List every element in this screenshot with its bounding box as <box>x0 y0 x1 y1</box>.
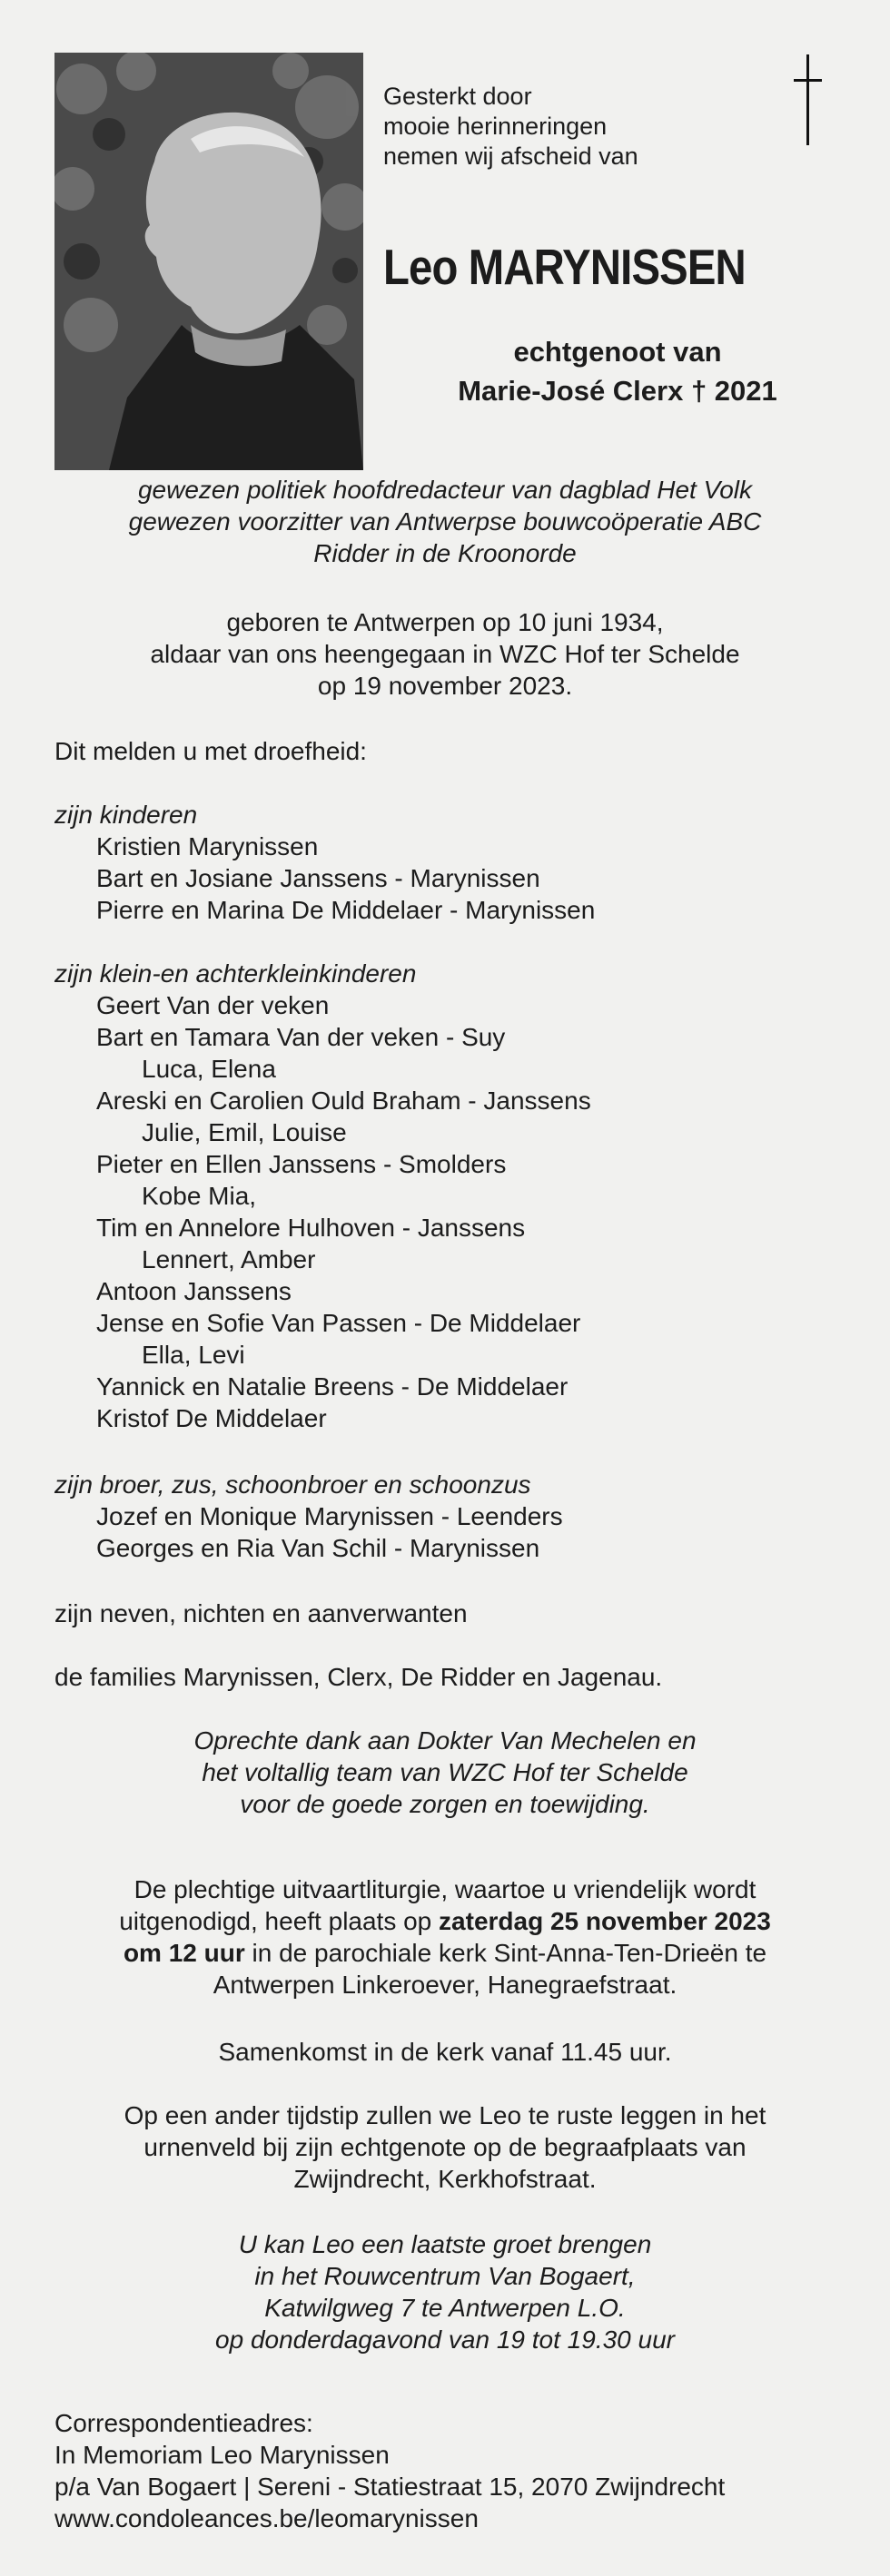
children-block <box>54 799 872 926</box>
funeral-line <box>0 1937 890 1969</box>
cross-icon <box>790 54 826 145</box>
visit-block <box>0 2228 890 2355</box>
birth-block <box>0 606 890 702</box>
list-item: Yannick en Natalie Breens - De Middelaer <box>96 1372 569 1401</box>
list-item: Kristien Marynissen <box>96 832 319 860</box>
thanks-line: het voltallig team van WZC Hof ter Schelde <box>202 1758 688 1786</box>
portrait-photo <box>54 53 363 470</box>
burial-line: Zwijndrecht, Kerkhofstraat. <box>293 2165 597 2193</box>
title-line: Ridder in de Kroonorde <box>313 539 577 567</box>
list-item: Kobe Mia, <box>142 1182 257 1210</box>
funeral-text: in de parochiale kerk Sint-Anna-Ten-Drieën te <box>244 1939 767 1967</box>
birth-line: aldaar van ons heengegaan in WZC Hof ter Schelde <box>150 640 740 668</box>
gathering-text: Samenkomst in de kerk vanaf 11.45 uur. <box>218 2038 672 2066</box>
list-item: Georges en Ria Van Schil - Marynissen <box>96 1534 540 1562</box>
condolence-link[interactable]: www.condoleances.be/leomarynissen <box>54 2504 479 2532</box>
correspondence-line: p/a Van Bogaert | Sereni - Statiestraat 15, 2070 Zwijndrecht <box>54 2473 726 2501</box>
relatives-text: zijn neven, nichten en aanverwanten <box>54 1599 468 1627</box>
spouse-info <box>381 332 854 410</box>
children-title: zijn kinderen <box>54 801 198 829</box>
list-item: Julie, Emil, Louise <box>142 1118 347 1146</box>
list-item: Lennert, Amber <box>142 1245 316 1273</box>
funeral-line: De plechtige uitvaartliturgie, waartoe u vriendelijk wordt <box>134 1875 756 1903</box>
list-item: Kristof De Middelaer <box>96 1404 327 1432</box>
list-item: Bart en Josiane Janssens - Marynissen <box>96 864 540 892</box>
siblings-block <box>54 1469 872 1564</box>
titles-block <box>0 474 890 569</box>
funeral-time: om 12 uur <box>123 1939 245 1967</box>
announce-text: Dit melden u met droefheid: <box>54 737 367 765</box>
birth-line: op 19 november 2023. <box>317 672 573 700</box>
intro-line: nemen wij afscheid van <box>383 143 638 170</box>
funeral-text: uitgenodigd, heeft plaats op <box>119 1907 440 1935</box>
grandchildren-title: zijn klein-en achterkleinkinderen <box>54 959 417 988</box>
list-item: Pieter en Ellen Janssens - Smolders <box>96 1150 507 1178</box>
visit-line: in het Rouwcentrum Van Bogaert, <box>254 2262 636 2290</box>
thanks-line: Oprechte dank aan Dokter Van Mechelen en <box>193 1726 697 1755</box>
families-text: de families Marynissen, Clerx, De Ridder en Jagenau. <box>54 1663 663 1691</box>
intro-line: mooie herinneringen <box>383 113 608 140</box>
list-item: Pierre en Marina De Middelaer - Marynissen <box>96 896 596 924</box>
funeral-line <box>0 1905 890 1937</box>
list-item: Luca, Elena <box>142 1055 276 1083</box>
burial-line: urnenveld bij zijn echtgenote op de begraafplaats van <box>143 2133 747 2161</box>
list-item: Tim en Annelore Hulhoven - Janssens <box>96 1214 526 1242</box>
intro-text <box>383 82 710 172</box>
funeral-line: Antwerpen Linkeroever, Hanegraefstraat. <box>213 1971 677 1999</box>
list-item: Antoon Janssens <box>96 1277 292 1305</box>
title-line: gewezen politiek hoofdredacteur van dagblad Het Volk <box>137 476 753 504</box>
grandchildren-block <box>54 958 872 1434</box>
visit-line: op donderdagavond van 19 tot 19.30 uur <box>215 2325 675 2354</box>
thanks-block <box>0 1725 890 1820</box>
birth-line: geboren te Antwerpen op 10 juni 1934, <box>226 608 664 636</box>
visit-line: Katwilgweg 7 te Antwerpen L.O. <box>264 2294 626 2322</box>
spouse-line: echtgenoot van <box>513 336 722 368</box>
siblings-title: zijn broer, zus, schoonbroer en schoonzus <box>54 1470 531 1499</box>
burial-block <box>0 2099 890 2195</box>
correspondence-line: Correspondentieadres: <box>54 2409 313 2437</box>
intro-line: Gesterkt door <box>383 83 532 110</box>
list-item: Ella, Levi <box>142 1341 245 1369</box>
list-item: Areski en Carolien Ould Braham - Janssens <box>96 1086 591 1115</box>
visit-line: U kan Leo een laatste groet brengen <box>238 2230 652 2258</box>
list-item: Jozef en Monique Marynissen - Leenders <box>96 1502 563 1530</box>
funeral-date: zaterdag 25 november 2023 <box>439 1907 771 1935</box>
list-item: Geert Van der veken <box>96 991 330 1019</box>
funeral-block <box>0 1873 890 2001</box>
title-line: gewezen voorzitter van Antwerpse bouwcoöperatie ABC <box>128 507 762 536</box>
list-item: Jense en Sofie Van Passen - De Middelaer <box>96 1309 581 1337</box>
burial-line: Op een ander tijdstip zullen we Leo te ruste leggen in het <box>124 2101 766 2129</box>
correspondence-line: In Memoriam Leo Marynissen <box>54 2441 390 2469</box>
list-item: Bart en Tamara Van der veken - Suy <box>96 1023 506 1051</box>
deceased-name: Leo MARYNISSEN <box>383 239 746 295</box>
thanks-line: voor de goede zorgen en toewijding. <box>240 1790 650 1818</box>
correspondence-block <box>54 2407 872 2534</box>
spouse-line: Marie-José Clerx † 2021 <box>458 375 777 407</box>
